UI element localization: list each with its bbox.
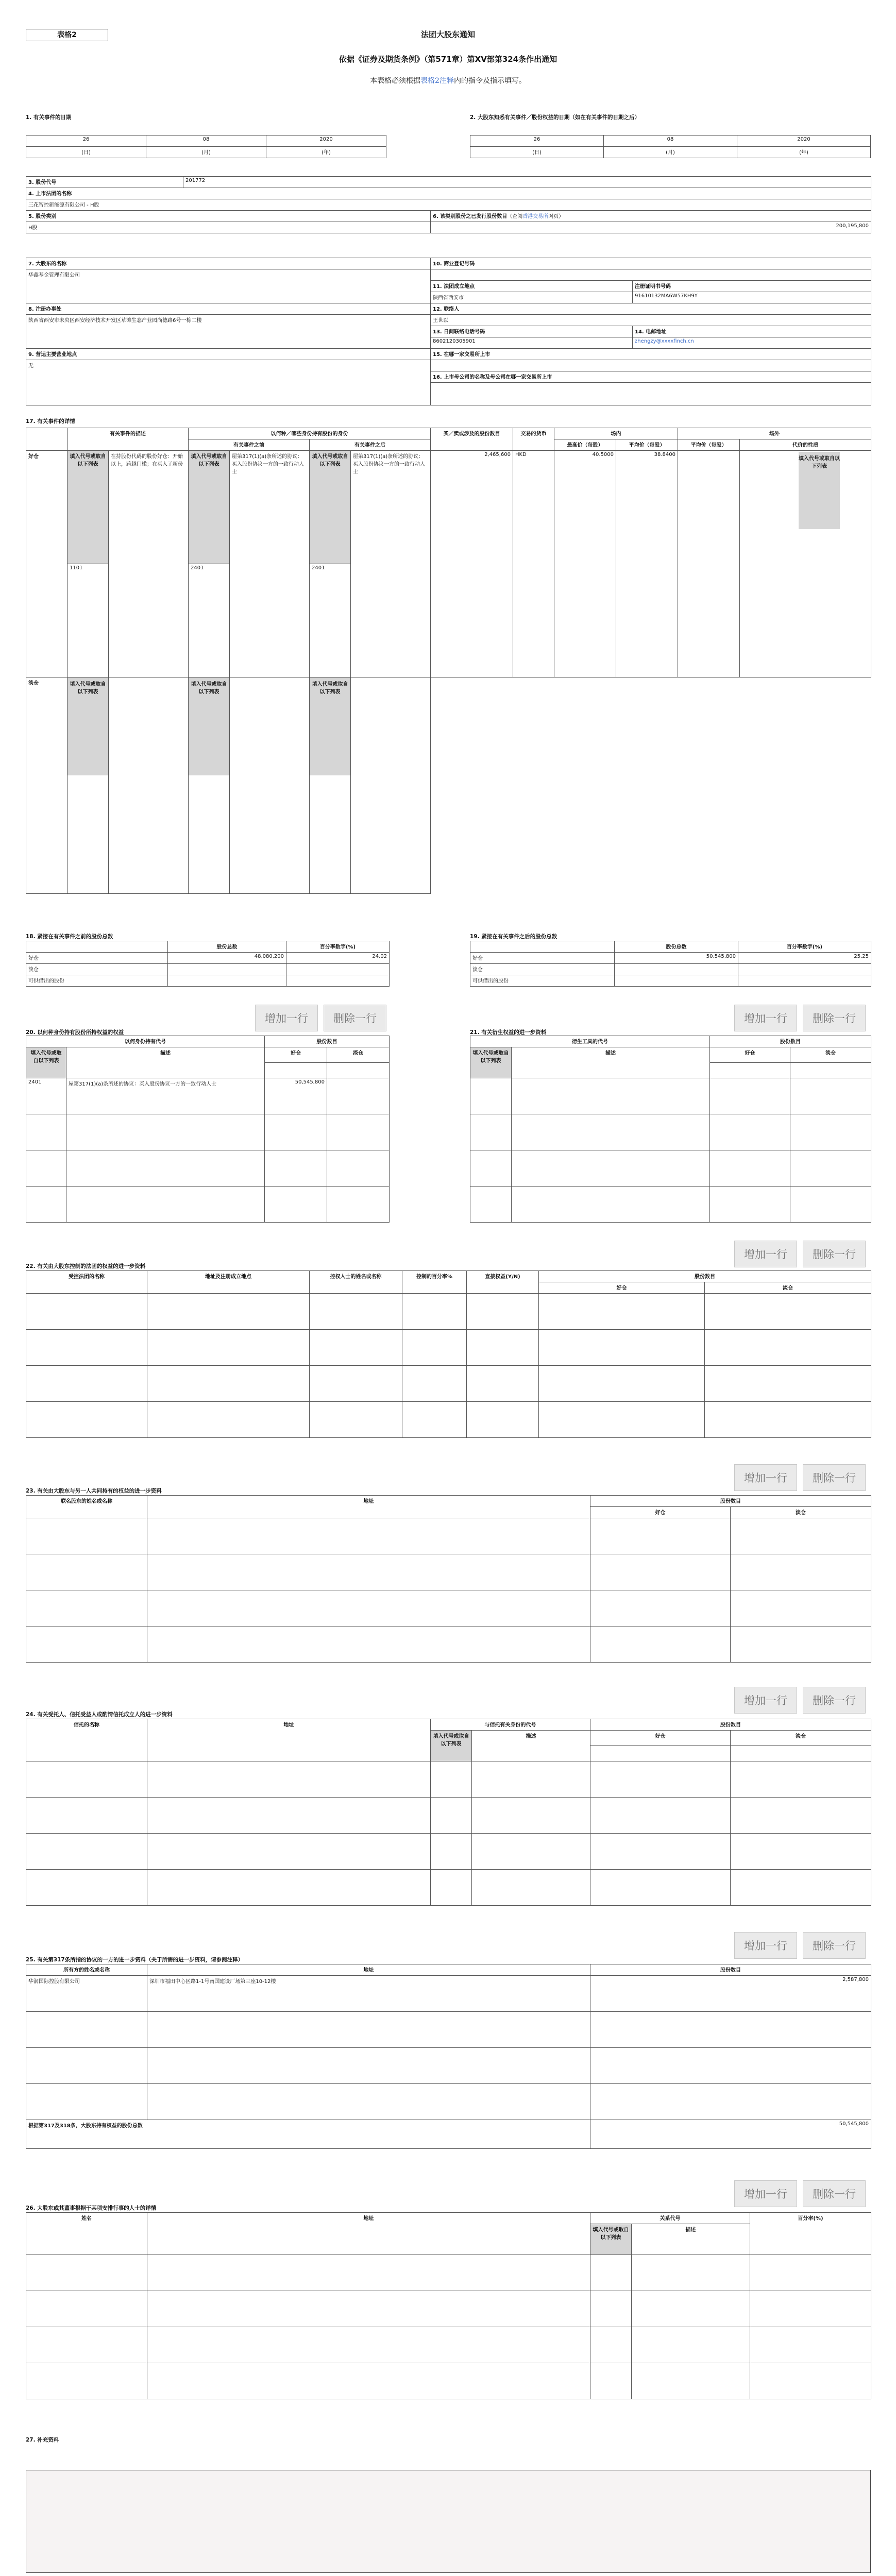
- page-subtitle: 依据《证券及期货条例》（第571章）第XV部第324条作出通知: [339, 55, 557, 64]
- email[interactable]: zhengzy@xxxxfinch.cn: [633, 337, 871, 349]
- party-shares[interactable]: 2,587,800: [590, 1976, 871, 2012]
- s21-add-row-button[interactable]: 增加一行: [734, 1005, 797, 1031]
- issued-shares[interactable]: 200,195,800: [431, 222, 871, 233]
- party-address[interactable]: 深圳市福田中心区路1-1号南国建设厂场第三座10-12楼: [147, 1976, 590, 2012]
- shares-involved[interactable]: 2,465,600: [431, 451, 513, 677]
- avg-price[interactable]: 38.8400: [616, 451, 678, 677]
- s17-label: 17. 有关事件的详情: [26, 418, 75, 425]
- s24-table: 信托的名称 地址 与信托有关身份的代号 股份数目 填入代号或取自以下列表 描述 好仓 淡仓: [26, 1719, 871, 1906]
- s1-label: 1. 有关事件的日期: [26, 114, 72, 121]
- s26-delete-row-button[interactable]: 删除一行: [803, 2180, 866, 2207]
- s2-label: 2. 大股东知悉有关事件／股份权益的日期（如在有关事件的日期之后）: [470, 114, 640, 121]
- cert-number[interactable]: 91610132MA6W57KH9Y: [633, 292, 871, 303]
- s25-add-row-button[interactable]: 增加一行: [734, 1932, 797, 1959]
- s23-add-row-button[interactable]: 增加一行: [734, 1464, 797, 1491]
- s1-day: 26: [26, 135, 146, 147]
- after-code[interactable]: 2401: [310, 564, 351, 677]
- s25-delete-row-button[interactable]: 删除一行: [803, 1932, 866, 1959]
- incorp-place[interactable]: 陕西省西安市: [431, 292, 633, 303]
- desc-code[interactable]: 1101: [67, 564, 109, 677]
- s24-add-row-button[interactable]: 增加一行: [734, 1687, 797, 1714]
- s19-table: 股份总数 百分率数字(%) 好仓 50,545,800 25.25 淡仓 可供借出的股份: [470, 941, 871, 987]
- listed-exchange[interactable]: [431, 360, 871, 371]
- s23-table: 联名股东的姓名或名称 地址 股份数目 好仓 淡仓: [26, 1495, 871, 1663]
- event-table: 有关事件的描述 以何种／哪些身份持有股份的身份 买／卖或涉及的股份数目 交易的货币 场内 场外 有关事件之前 有关事件之后 最高价（每股） 平均价（每股） 平均价（每股） 代价的性质 好仓 填入代号或取自以下列表 在持股份代码的股份好仓：开始以上，跨越门槛；在买入了新份 填入代号或取自以下列表 屋第317(1)(a)条所述的协议：买入股份协议一方的一致行动人士 填入代号或取自以下列表 屋第317(1)(a)条所述的协议：买入股份协议一方的一致行动人士 2,465,600 HKD 40.5000 38.8400 填入代号或取自以下列表 1101 2401 2401 淡仓 填入代号或取自以下列表 填入代号或取自以下列表 填入代号或取自以下列表: [26, 428, 871, 894]
- s1-date[interactable]: 26 08 2020 (日) (月) (年): [26, 135, 386, 158]
- s21-table: 衍生工具的代号 股份数目 填入代号或取自以下列表 描述 好仓 淡仓: [470, 1036, 871, 1223]
- share-class[interactable]: H股: [26, 222, 431, 233]
- s1-month: 08: [146, 135, 266, 147]
- s20-table: 以何身份持有代号 股份数目 填入代号或取自以下列表 描述 好仓 淡仓 2401 屋第317(1)(a)条所述的协议：买入股份协议一方的一致行动人士 50,545,800: [26, 1036, 390, 1223]
- s20-delete-row-button[interactable]: 删除一行: [324, 1005, 386, 1031]
- s21-delete-row-button[interactable]: 删除一行: [803, 1005, 866, 1031]
- instructions-note: 本表格必须根据表格2注释内的指令及指示填写。: [370, 77, 526, 85]
- form-number: 表格2: [26, 29, 108, 41]
- registered-office[interactable]: 陕西省西安市未央区西安经济技术开发区草滩生态产业园尚德路6号一栋二楼: [26, 315, 431, 349]
- s25-table: 所有方的姓名或名称 地址 股份数目 华润国际控股有限公司 深圳市福田中心区路1-1号南国建设厂场第三座10-12楼 2,587,800 根据第317及318条，大股东持有权益的股份总数 50,545,800: [26, 1964, 871, 2149]
- capacity-before[interactable]: 屋第317(1)(a)条所述的协议：买入股份协议一方的一致行动人士: [230, 451, 310, 677]
- total-317-shares[interactable]: 50,545,800: [590, 2120, 871, 2149]
- s22-add-row-button[interactable]: 增加一行: [734, 1241, 797, 1267]
- s18-table: 股份总数 百分率数字(%) 好仓 48,080,200 24.02 淡仓 可供借出的股份: [26, 941, 390, 987]
- business-place[interactable]: 无: [26, 360, 431, 405]
- holder-table: 7. 大股东的名称 10. 商业登记号码 华鑫基金管理有限公司 11. 法团成立地点 注册证明书号码 陕西省西安市 91610132MA6W57KH9Y 8. 注册办事处 12. 联络人 陕西省西安市未央区西安经济技术开发区草滩生态产业园尚德路6号一栋二楼 王世以 13. 日间联络电话号码 14. 电邮地址 8602120305901 zhengzy@xxxxfinch.cn 9. 营运主要营业地点 15. 在哪一家交易所上市 无 16. 上市母公司的名称及母公司在哪一家交易所上市: [26, 258, 871, 405]
- page-title: 法团大股东通知: [420, 30, 475, 39]
- s2-date[interactable]: 26 08 2020 (日) (月) (年): [470, 135, 871, 158]
- s26-table: 姓名 地址 关系代号 百分率(%) 填入代号或取自以下列表 描述: [26, 2212, 871, 2399]
- s20-add-row-button[interactable]: 增加一行: [255, 1005, 318, 1031]
- issuer-name[interactable]: 三花智控新能源有限公司 - H股: [26, 199, 871, 211]
- hkex-link[interactable]: 香港交易所: [522, 214, 549, 219]
- s23-delete-row-button[interactable]: 删除一行: [803, 1464, 866, 1491]
- parent-company[interactable]: [431, 383, 871, 405]
- before-code[interactable]: 2401: [189, 564, 230, 677]
- notes-link[interactable]: 表格2注释: [420, 77, 454, 85]
- contact-person[interactable]: 王世以: [431, 315, 871, 326]
- stock-code[interactable]: 201772: [183, 177, 871, 188]
- phone[interactable]: 8602120305901: [431, 337, 633, 349]
- holder-name[interactable]: 华鑫基金管理有限公司: [26, 269, 431, 303]
- s22-table: 受控法团的名称 地址及注册成立地点 控权人士的姓名或名称 控制的百分率% 直接权益(Y/N) 股份数目 好仓 淡仓: [26, 1270, 871, 1438]
- capacity-after[interactable]: 屋第317(1)(a)条所述的协议：买入股份协议一方的一致行动人士: [351, 451, 431, 677]
- currency[interactable]: HKD: [513, 451, 554, 677]
- issuer-table: 3. 股份代号 201772 4. 上市法团的名称 三花智控新能源有限公司 - H股 5. 股份类别 6. 该类别股份之已发行股份数目（查阅香港交易所网页） H股 200,195,800: [26, 176, 871, 233]
- max-price[interactable]: 40.5000: [554, 451, 616, 677]
- event-desc[interactable]: 在持股份代码的股份好仓：开始以上，跨越门槛；在买入了新份: [109, 451, 189, 677]
- party-name[interactable]: 华润国际控股有限公司: [26, 1976, 147, 2012]
- s1-year: 2020: [266, 135, 386, 147]
- s26-add-row-button[interactable]: 增加一行: [734, 2180, 797, 2207]
- s22-delete-row-button[interactable]: 删除一行: [803, 1241, 866, 1267]
- br-number[interactable]: [431, 269, 871, 281]
- supplementary-info[interactable]: [26, 2470, 871, 2573]
- s24-delete-row-button[interactable]: 删除一行: [803, 1687, 866, 1714]
